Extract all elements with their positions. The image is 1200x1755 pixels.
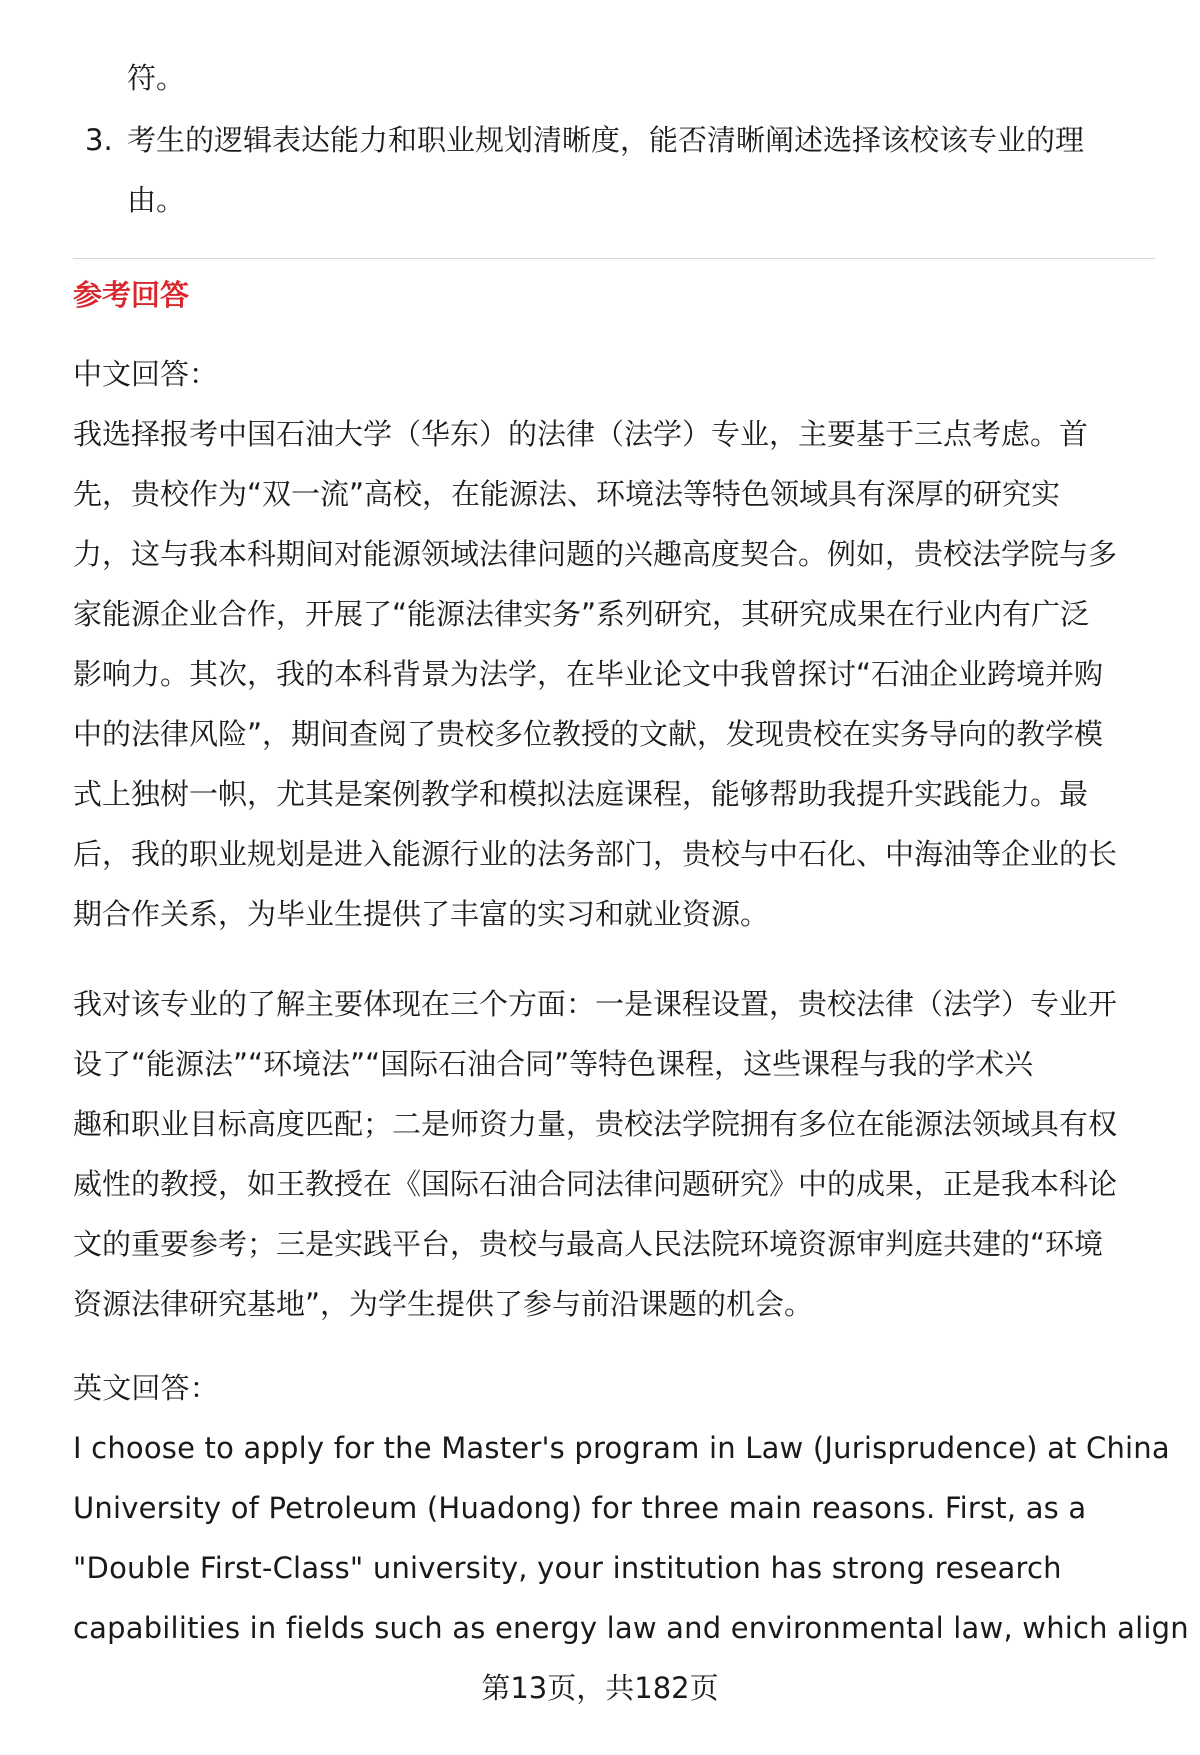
paragraph-line: 期合作关系，为毕业生提供了丰富的实习和就业资源。 — [73, 897, 770, 931]
paragraph-line: 威性的教授，如王教授在《国际石油合同法律问题研究》中的成果，正是我本科论 — [73, 1167, 1118, 1201]
paragraph-line: 设了“能源法”“环境法”“国际石油合同”等特色课程，这些课程与我的学术兴 — [73, 1047, 1034, 1081]
paragraph-line: I choose to apply for the Master's program in Law (Jurisprudence) at China — [73, 1431, 1170, 1465]
watermark: ​ — [89, 640, 211, 798]
paragraph-line: 中的法律风险”，期间查阅了贵校多位教授的文献，发现贵校在实务导向的教学模 — [73, 717, 1104, 751]
paragraph-line: 文的重要参考；三是实践平台，贵校与最高人民法院环境资源审判庭共建的“环境 — [73, 1227, 1104, 1261]
paragraph-line: 后，我的职业规划是进入能源行业的法务部门，贵校与中石化、中海油等企业的长 — [73, 837, 1118, 871]
paragraph-line: capabilities in fields such as energy law and environmental law, which align — [73, 1611, 1189, 1645]
en-answer-label: 英文回答： — [73, 1371, 220, 1405]
paragraph-line: 家能源企业合作，开展了“能源法律实务”系列研究，其研究成果在行业内有广泛 — [73, 597, 1090, 631]
paragraph-line: 先，贵校作为“双一流”高校，在能源法、环境法等特色领域具有深厚的研究实 — [73, 477, 1061, 511]
cn-answer — [73, 344, 1153, 944]
paragraph-line: 趣和职业目标高度匹配；二是师资力量，贵校法学院拥有多位在能源法领域具有权 — [73, 1107, 1118, 1141]
list-item-line: 考生的逻辑表达能力和职业规划清晰度，能否清晰阐述选择该校该专业的理 — [127, 123, 1085, 157]
paragraph-line: University of Petroleum (Huadong) for three main reasons. First, as a — [73, 1491, 1087, 1525]
cn-answer-label: 中文回答： — [73, 357, 219, 391]
paragraph-line: 我选择报考中国石油大学（华东）的法律（法学）专业，主要基于三点考虑。首 — [73, 417, 1089, 451]
list-continuation: 符。 — [127, 61, 186, 95]
en-answer — [73, 1358, 1189, 1658]
list-item-line: 由。 — [127, 183, 186, 217]
cn-answer-paragraph-2 — [73, 974, 1153, 1334]
list-item-number: 3. — [85, 123, 113, 157]
paragraph-line: 影响力。其次，我的本科背景为法学，在毕业论文中我曾探讨“石油企业跨境并购 — [73, 657, 1104, 691]
list-item-text — [127, 110, 1137, 230]
paragraph-line: 我对该专业的了解主要体现在三个方面：一是课程设置，贵校法律（法学）专业开 — [73, 987, 1118, 1021]
section-title: 参考回答 — [73, 278, 190, 312]
paragraph-line: 力，这与我本科期间对能源领域法律问题的兴趣高度契合。例如，贵校法学院与多 — [73, 537, 1118, 571]
section-divider — [73, 258, 1155, 259]
paragraph-line: 资源法律研究基地”，为学生提供了参与前沿课题的机会。 — [73, 1287, 814, 1321]
paragraph-line: 式上独树一帜，尤其是案例教学和模拟法庭课程，能够帮助我提升实践能力。最 — [73, 777, 1089, 811]
page-number: 第13页，共182页 — [481, 1671, 719, 1705]
paragraph-line: "Double First-Class" university, your institution has strong research — [73, 1551, 1062, 1585]
